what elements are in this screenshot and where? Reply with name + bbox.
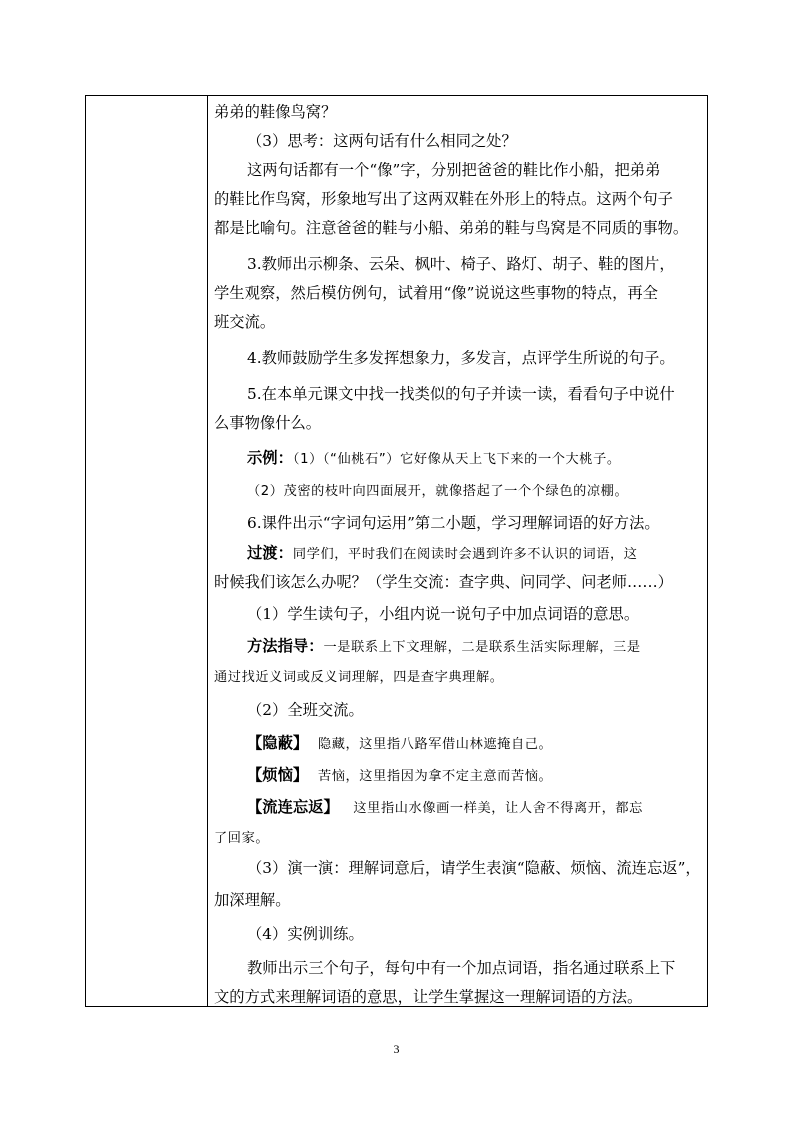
text-line: 示例：（1）（“仙桃石”）它好像从天上飞下来的一个大桃子。 — [247, 449, 621, 467]
text-line: 6.课件出示“字词句运用”第二小题，学习理解词语的好方法。 — [247, 514, 660, 532]
text-line: 【隐蔽】 隐藏，这里指八路军借山林遮掩自己。 — [247, 734, 553, 752]
text-line: 学生观察，然后模仿例句，试着用“像”说说这些事物的特点，再全 — [214, 284, 658, 302]
text-line: 时候我们该怎么办呢？（学生交流：查字典、问同学、问老师……） — [214, 573, 673, 591]
text-line: 【流连忘返】 这里指山水像画一样美，让人舍不得离开，都忘 — [247, 798, 643, 816]
text-line: 教师出示三个句子，每句中有一个加点词语，指名通过联系上下 — [247, 959, 676, 977]
text-line: 这两句话都有一个“像”字，分别把爸爸的鞋比作小船，把弟弟 — [247, 161, 661, 179]
table-left-cell — [86, 96, 207, 1006]
text-line: （1）学生读句子，小组内说一说句子中加点词语的意思。 — [247, 605, 640, 623]
text-line: 都是比喻句。注意爸爸的鞋与小船、弟弟的鞋与鸟窝是不同质的事物。 — [214, 219, 689, 237]
text-line: 通过找近义词或反义词理解，四是查字典理解。 — [214, 670, 504, 685]
text-line: 【烦恼】 苦恼，这里指因为拿不定主意而苦恼。 — [247, 766, 553, 784]
bold-label: 过渡： — [247, 544, 293, 562]
text-line: 加深理解。 — [214, 891, 291, 909]
bold-label: 方法指导： — [247, 637, 324, 655]
text-line: 过渡：同学们，平时我们在阅读时会遇到许多不认识的词语，这 — [247, 544, 638, 562]
text-line: 班交流。 — [214, 313, 276, 331]
bold-label: 【烦恼】 — [247, 766, 309, 784]
text-line: 5.在本单元课文中找一找类似的句子并读一读，看看句子中说什 — [247, 385, 675, 403]
bold-label: 示例： — [247, 449, 293, 467]
text-line: 3.教师出示柳条、云朵、枫叶、椅子、路灯、胡子、鞋的图片， — [247, 255, 675, 273]
text-line: （3）思考：这两句话有什么相同之处？ — [247, 132, 517, 150]
text-line: 方法指导：一是联系上下文理解，二是联系生活实际理解，三是 — [247, 637, 641, 655]
text-line: 4.教师鼓励学生多发挥想象力，多发言，点评学生所说的句子。 — [247, 349, 675, 367]
column-divider — [207, 96, 208, 1006]
text-line: 弟弟的鞋像鸟窝？ — [214, 103, 337, 121]
page-number: 3 — [393, 1042, 400, 1056]
text-line: （3）演一演：理解词意后，请学生表演“隐蔽、烦恼、流连忘返”， — [247, 859, 701, 877]
bold-label: 【隐蔽】 — [247, 734, 309, 752]
bold-label: 【流连忘返】 — [247, 798, 339, 816]
text-line: 文的方式来理解词语的意思，让学生掌握这一理解词语的方法。 — [214, 988, 643, 1006]
text-line: （2）全班交流。 — [247, 701, 364, 719]
text-line: 了回家。 — [214, 831, 270, 846]
text-line: （4）实例训练。 — [247, 925, 364, 943]
text-line: 么事物像什么。 — [214, 414, 322, 432]
text-line: （2）茂密的枝叶向四面展开，就像搭起了一个个绿色的凉棚。 — [247, 484, 629, 499]
lesson-table — [85, 95, 708, 1007]
text-line: 的鞋比作鸟窝，形象地写出了这两双鞋在外形上的特点。这两个句子 — [214, 190, 673, 208]
